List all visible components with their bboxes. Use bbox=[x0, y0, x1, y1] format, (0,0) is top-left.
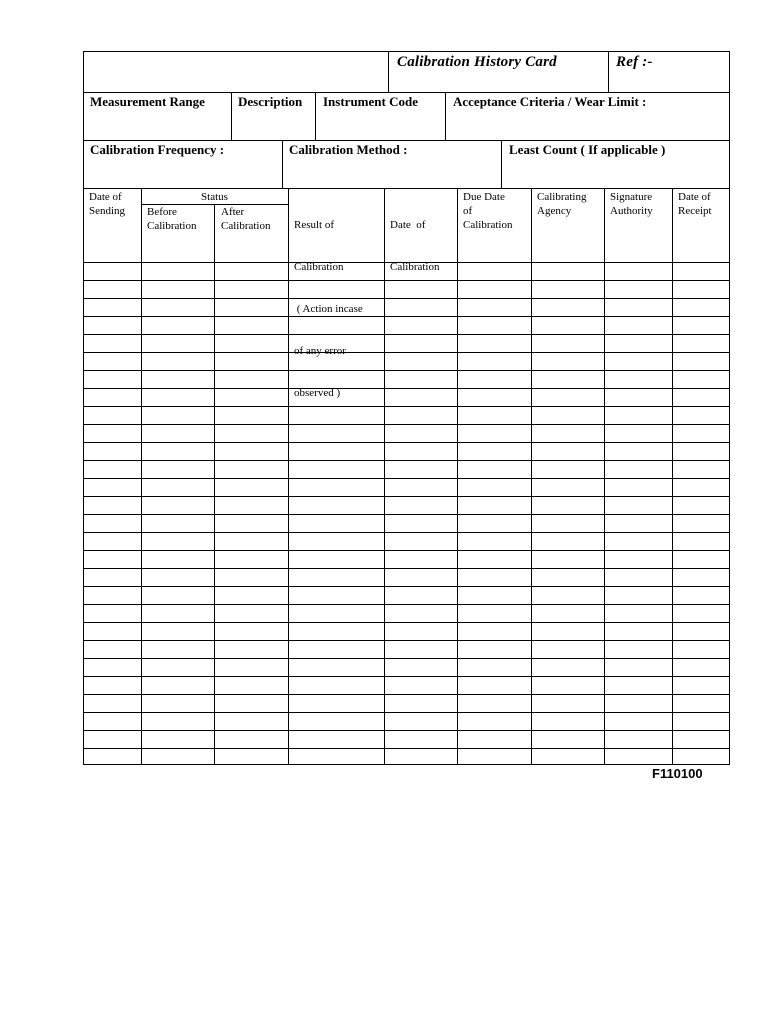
table-row-line bbox=[84, 730, 729, 731]
table-row-line bbox=[84, 514, 729, 515]
table-row-line bbox=[84, 532, 729, 533]
ref-label: Ref :- bbox=[616, 54, 653, 70]
table-row-line bbox=[84, 568, 729, 569]
table-row-line bbox=[84, 406, 729, 407]
table-row-line bbox=[84, 550, 729, 551]
column-divider bbox=[141, 189, 142, 764]
table-row-line bbox=[84, 460, 729, 461]
acceptance-criteria-label: Acceptance Criteria / Wear Limit : bbox=[453, 94, 647, 109]
least-count-label: Least Count ( If applicable ) bbox=[509, 142, 666, 157]
table-row-line bbox=[84, 496, 729, 497]
column-divider bbox=[384, 189, 385, 764]
table-row-line bbox=[84, 640, 729, 641]
table-row-line bbox=[84, 622, 729, 623]
table-row-line bbox=[84, 298, 729, 299]
instrument-code-label: Instrument Code bbox=[323, 94, 418, 109]
calibration-frequency-label: Calibration Frequency : bbox=[90, 142, 225, 157]
header-date-of-sending: Date of Sending bbox=[89, 191, 126, 217]
divider bbox=[231, 92, 232, 141]
table-row-line bbox=[84, 352, 729, 353]
header-calibrating-agency: Calibrating Agency bbox=[537, 191, 587, 217]
column-divider bbox=[214, 204, 215, 764]
table-row-line bbox=[84, 604, 729, 605]
column-divider bbox=[288, 189, 289, 764]
table-row-line bbox=[84, 388, 729, 389]
table-row-line bbox=[84, 316, 729, 317]
column-divider bbox=[531, 189, 532, 764]
form-number: F110100 bbox=[652, 766, 703, 781]
header-status: Status bbox=[201, 191, 228, 203]
table-row-line bbox=[84, 694, 729, 695]
table-row-line bbox=[84, 748, 729, 749]
table-row-line bbox=[84, 442, 729, 443]
header-before-calibration: Before Calibration bbox=[147, 206, 197, 232]
header-date-of-calibration: Date of Calibration bbox=[390, 219, 440, 273]
column-divider bbox=[604, 189, 605, 764]
header-result-of-calibration: Result of Calibration ( Action incase of any error observed ) bbox=[294, 219, 363, 399]
divider bbox=[282, 140, 283, 189]
table-row-line bbox=[84, 424, 729, 425]
column-divider bbox=[457, 189, 458, 764]
header-after-calibration: After Calibration bbox=[221, 206, 271, 232]
column-divider bbox=[672, 189, 673, 764]
divider bbox=[315, 92, 316, 141]
table-row-line bbox=[84, 658, 729, 659]
table-row-line bbox=[84, 478, 729, 479]
table-row-line bbox=[84, 370, 729, 371]
table-row-line bbox=[84, 586, 729, 587]
table-row-line bbox=[84, 334, 729, 335]
table-row-line bbox=[84, 676, 729, 677]
divider bbox=[388, 51, 389, 93]
measurement-range-label: Measurement Range bbox=[90, 94, 205, 109]
description-label: Description bbox=[238, 94, 303, 109]
header-date-of-receipt: Date of Receipt bbox=[678, 191, 712, 217]
divider bbox=[445, 92, 446, 141]
calibration-method-label: Calibration Method : bbox=[289, 142, 408, 157]
form-title: Calibration History Card bbox=[397, 54, 557, 70]
divider bbox=[501, 140, 502, 189]
header-signature-authority: Signature Authority bbox=[610, 191, 653, 217]
divider bbox=[608, 51, 609, 93]
header-due-date-of-calibration: Due Date of Calibration bbox=[463, 191, 513, 231]
table-row-line bbox=[84, 712, 729, 713]
